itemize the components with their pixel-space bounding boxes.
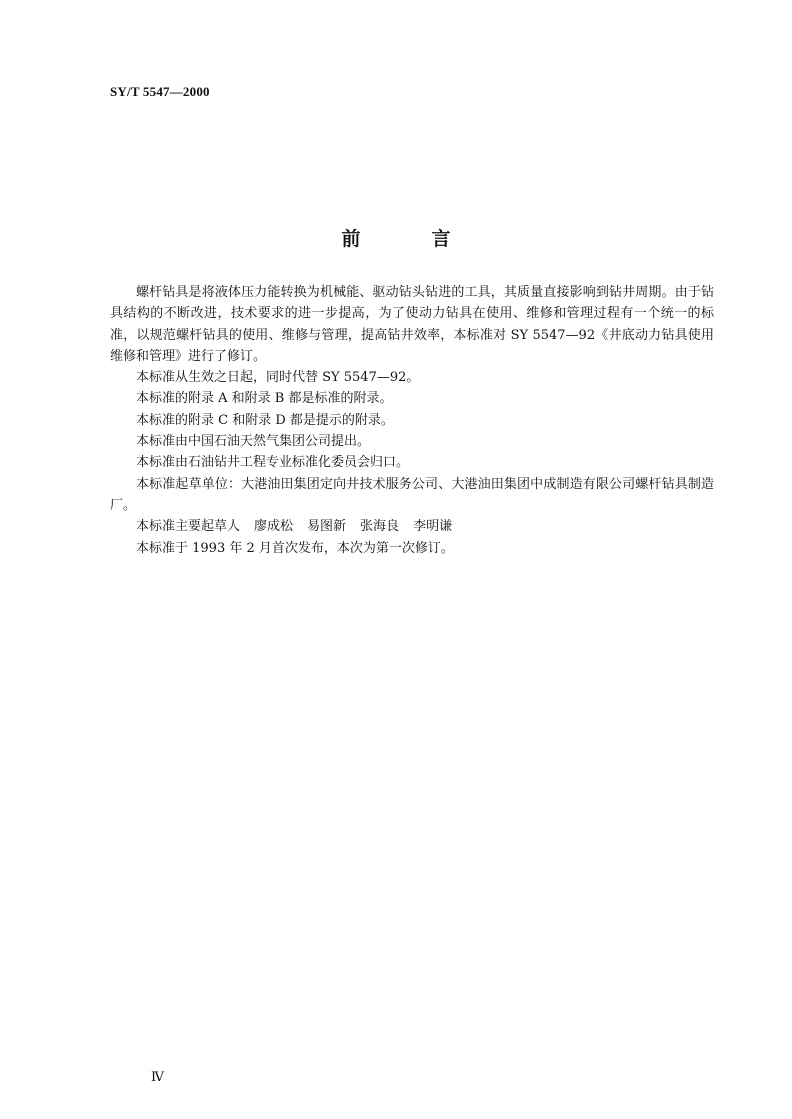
standard-code: SY/T 5547—2000: [110, 84, 210, 99]
drafter-name: 廖成松: [254, 519, 294, 535]
paragraph-drafters: [110, 516, 714, 537]
drafter-name: 易图新: [307, 519, 347, 535]
drafters-label: 本标准主要起草人: [136, 519, 241, 535]
page-number: Ⅳ: [151, 1069, 164, 1084]
foreword-body: [110, 282, 714, 559]
paragraph-informative-annexes: 本标准的附录 C 和附录 D 都是提示的附录。: [136, 412, 394, 428]
paragraph-drafting-units: 本标准起草单位：大港油田集团定向井技术服务公司、大港油田集团中成制造有限公司螺杆钻具制造厂。: [110, 476, 714, 513]
paragraph-replacement: 本标准从生效之日起，同时代替 SY 5547—92。: [136, 370, 420, 386]
paragraph-committee: 本标准由石油钻井工程专业标准化委员会归口。: [136, 455, 410, 471]
paragraph-proposer: 本标准由中国石油天然气集团公司提出。: [136, 434, 371, 450]
paragraph-intro: 螺杆钻具是将液体压力能转换为机械能、驱动钻头钻进的工具，其质量直接影响到钻井周期。由于钻具结构的不断改进，技术要求的进一步提高，为了使动力钻具在使用、维修和管理过程有一个统一的标准，以规范螺杆钻具的使用、维修与管理，提高钻井效率，本标准对 SY 5547—92《井底动力钻具使用维修和管理》进行了修订。: [110, 285, 714, 364]
paragraph-normative-annexes: 本标准的附录 A 和附录 B 都是标准的附录。: [136, 391, 393, 407]
page-title: 前 言: [341, 228, 477, 250]
drafter-name: 张海良: [360, 519, 400, 535]
paragraph-release-note: 本标准于 1993 年 2 月首次发布，本次为第一次修订。: [136, 540, 454, 556]
drafter-name: 李明谦: [413, 519, 453, 535]
